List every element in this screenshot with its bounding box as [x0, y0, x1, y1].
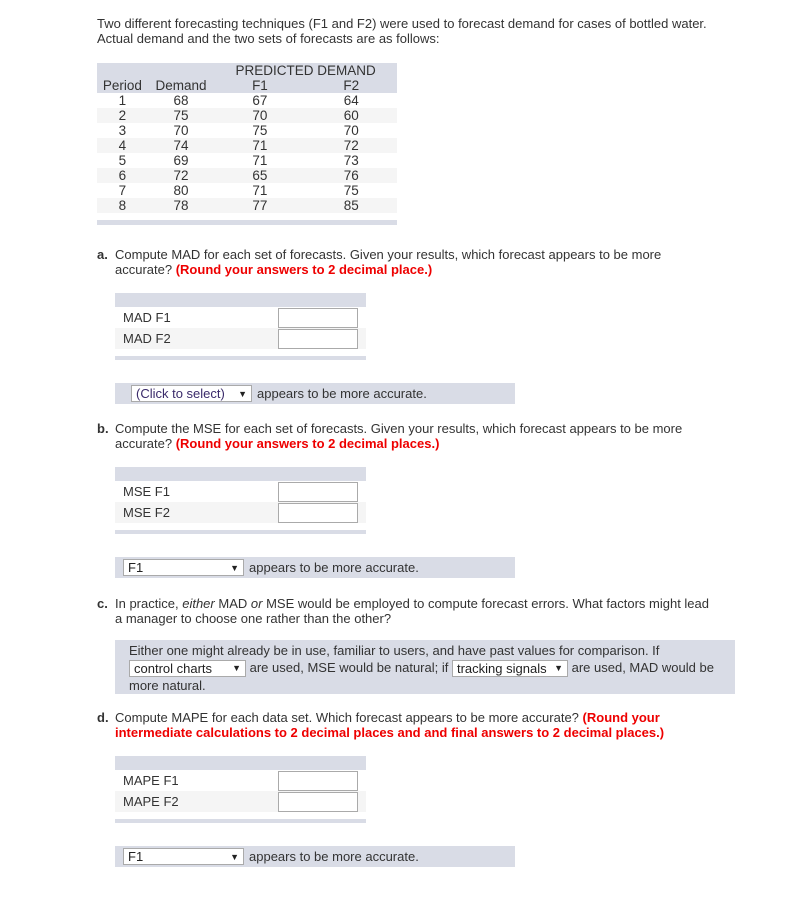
- table-row: [97, 123, 397, 138]
- table-cell: 1: [118, 93, 127, 108]
- mad-f1-input[interactable]: [278, 308, 358, 328]
- row-label: MSE F1: [123, 484, 170, 499]
- mse-forecast-select[interactable]: F1 ▼: [123, 559, 244, 576]
- row-label: MAD F1: [123, 310, 171, 325]
- rounding-note: (Round your answers to 2 decimal places.): [175, 436, 440, 451]
- table-cell: 75: [173, 108, 189, 123]
- table-cell: 85: [343, 198, 359, 213]
- mad-accuracy-row: [115, 383, 515, 404]
- table-cell: 70: [252, 108, 268, 123]
- group-header: PREDICTED DEMAND: [235, 63, 376, 78]
- table-cell: 70: [343, 123, 359, 138]
- table-cell: 71: [252, 138, 268, 153]
- table-row: [97, 183, 397, 198]
- suffix-text: appears to be more accurate.: [257, 386, 427, 401]
- letter: c.: [97, 596, 108, 611]
- suffix-text: appears to be more accurate.: [249, 849, 419, 864]
- caret-down-icon: ▼: [238, 388, 247, 399]
- mape-answer-table: [115, 756, 366, 823]
- question-d: d. Compute MAPE for each data set. Which forecast appears to be more accurate? (Round your intermediate calculations to 2 decimal places and and final answers to 2 decimal places.): [97, 710, 737, 740]
- table-cell: 2: [118, 108, 127, 123]
- table-row: [97, 153, 397, 168]
- row-label: MAD F2: [123, 331, 171, 346]
- column-header: F2: [343, 78, 360, 93]
- question-a: [97, 247, 697, 277]
- answer-text: more natural.: [129, 678, 206, 694]
- answer-text: Either one might already be in use, familiar to users, and have past values for comparison. If: [129, 643, 660, 658]
- intro-line: Two different forecasting techniques (F1 and F2) were used to forecast demand for cases of bottled water.: [97, 16, 707, 31]
- table-row: [97, 138, 397, 153]
- table-cell: 6: [118, 168, 127, 183]
- table-row: [97, 108, 397, 123]
- question-text: accurate?: [115, 436, 173, 451]
- mse-answer-table: [115, 467, 366, 534]
- question-text: a manager to choose one rather than the other?: [115, 611, 392, 626]
- mad-context-select[interactable]: tracking signals ▼: [452, 660, 568, 677]
- row-label: MAPE F2: [123, 794, 179, 809]
- table-cell: 75: [252, 123, 268, 138]
- table-row: [97, 168, 397, 183]
- table-cell: 72: [173, 168, 189, 183]
- question-text: Compute MAPE for each data set. Which forecast appears to be more accurate?: [115, 710, 579, 725]
- table-cell: 5: [118, 153, 127, 168]
- mape-f2-input[interactable]: [278, 792, 358, 812]
- mse-f2-input[interactable]: [278, 503, 358, 523]
- mad-forecast-select[interactable]: (Click to select) ▼: [131, 385, 252, 402]
- table-cell: 73: [343, 153, 359, 168]
- table-cell: 8: [118, 198, 127, 213]
- mad-f2-input[interactable]: [278, 329, 358, 349]
- column-header: Demand: [155, 78, 207, 93]
- table-cell: 70: [173, 123, 189, 138]
- intro: [97, 16, 707, 46]
- caret-down-icon: ▼: [232, 663, 241, 674]
- mape-f1-input[interactable]: [278, 771, 358, 791]
- table-cell: 71: [252, 153, 268, 168]
- table-row: [97, 93, 397, 108]
- table-cell: 76: [343, 168, 359, 183]
- table-cell: 80: [173, 183, 189, 198]
- question-text: Compute the MSE for each set of forecasts. Given your results, which forecast appears to be more: [115, 421, 683, 436]
- table-cell: 67: [252, 93, 268, 108]
- letter: a.: [97, 247, 108, 262]
- question-text: Compute MAD for each set of forecasts. Given your results, which forecast appears to be more: [115, 247, 662, 262]
- letter: b.: [97, 421, 109, 436]
- table-cell: 78: [173, 198, 189, 213]
- table-cell: 77: [252, 198, 268, 213]
- caret-down-icon: ▼: [554, 663, 563, 674]
- rounding-note: (Round your answers to 2 decimal place.): [175, 262, 433, 277]
- table-cell: 65: [252, 168, 268, 183]
- mape-forecast-select[interactable]: F1 ▼: [123, 848, 244, 865]
- letter: d.: [97, 710, 109, 725]
- intro-line: Actual demand and the two sets of forecasts are as follows:: [97, 31, 440, 46]
- table-row: [97, 198, 397, 213]
- table-cell: 3: [118, 123, 127, 138]
- table-cell: 74: [173, 138, 189, 153]
- row-label: MAPE F1: [123, 773, 179, 788]
- table-cell: 60: [343, 108, 359, 123]
- mad-answer-table: [115, 293, 366, 360]
- table-cell: 69: [173, 153, 189, 168]
- mape-accuracy-row: [115, 846, 515, 867]
- answer-c-block: Either one might already be in use, familiar to users, and have past values for comparison. If control charts ▼ are used, MSE would be natural; if tracking signals ▼ are used, MAD would be more natural.: [115, 640, 735, 694]
- mse-f1-input[interactable]: [278, 482, 358, 502]
- question-text: accurate?: [115, 262, 173, 277]
- mse-accuracy-row: [115, 557, 515, 578]
- question-b: [97, 421, 717, 451]
- mse-context-select[interactable]: control charts ▼: [129, 660, 246, 677]
- table-cell: 4: [118, 138, 127, 153]
- table-cell: 71: [252, 183, 268, 198]
- row-label: MSE F2: [123, 505, 170, 520]
- table-cell: 72: [343, 138, 359, 153]
- question-c: c. In practice, either MAD or MSE would be employed to compute forecast errors. What factors might lead a manager to choose one rather than the other?: [97, 596, 737, 626]
- caret-down-icon: ▼: [230, 562, 239, 573]
- column-header: Period: [102, 78, 142, 93]
- table-cell: 64: [343, 93, 359, 108]
- column-header: F1: [252, 78, 268, 93]
- table-cell: 75: [343, 183, 359, 198]
- table-cell: 7: [118, 183, 127, 198]
- table-cell: 68: [173, 93, 189, 108]
- demand-table: [97, 63, 397, 225]
- suffix-text: appears to be more accurate.: [249, 560, 419, 575]
- caret-down-icon: ▼: [230, 851, 239, 862]
- table-footer: [97, 220, 397, 225]
- rounding-note: intermediate calculations to 2 decimal places and and final answers to 2 decimal places.): [115, 725, 665, 740]
